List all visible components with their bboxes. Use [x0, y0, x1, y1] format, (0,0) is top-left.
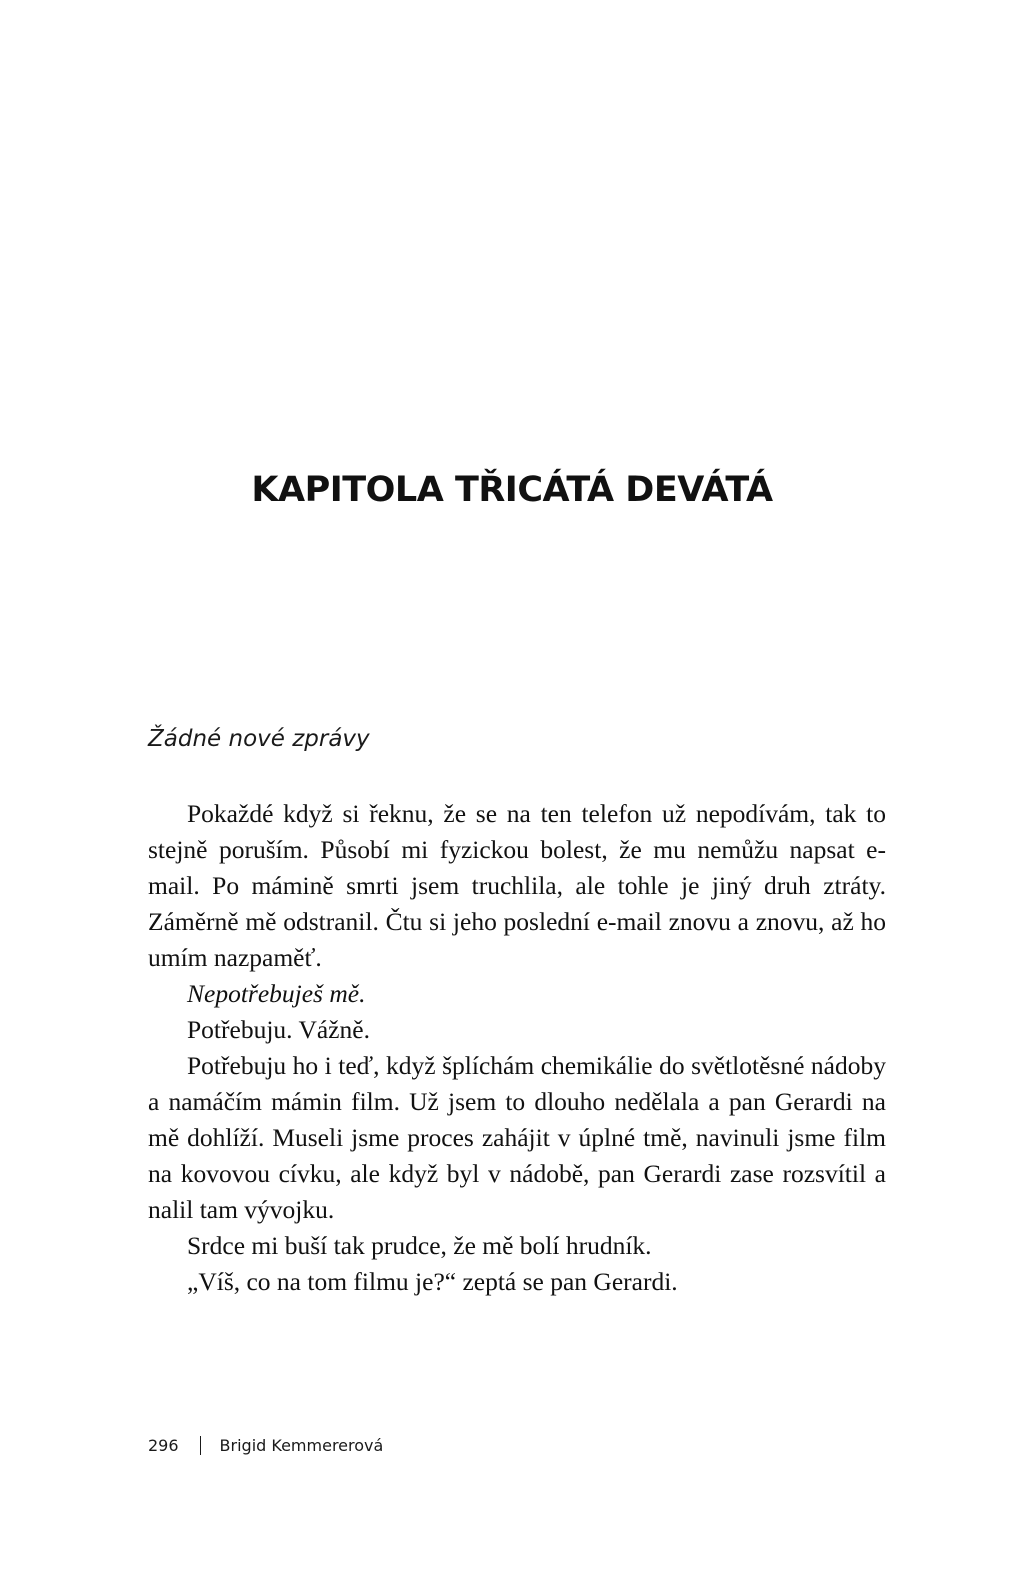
paragraph: Potřebuju. Vážně.	[187, 1015, 370, 1044]
paragraph: Pokaždé když si řeknu, že se na ten telefon už nepodívám, tak to stejně poruším. Působí mi fyzickou bolest, že mu nemůžu napsat e-mail. Po mámině smrti jsem truchlila, ale tohle je jiný druh ztráty. Záměrně mě odstranil. Čtu si jeho poslední e-mail znovu a znovu, až ho umím nazpaměť.	[148, 799, 886, 972]
paragraph: Potřebuju ho i teď, když šplíchám chemikálie do světlotěsné nádoby a namáčím mámin film. Už jsem to dlouho nedělala a pan Gerardi na mě dohlíží. Museli jsme proces zahájit v úplné tmě, navinuli jsme film na kovovou cívku, ale když byl v nádobě, pan Gerardi zase rozsvítil a nalil tam vývojku.	[148, 1051, 886, 1224]
footer-divider	[200, 1436, 201, 1455]
body-text	[148, 796, 886, 1300]
author-name: Brigid Kemmererová	[219, 1436, 384, 1455]
paragraph: „Víš, co na tom filmu je?“ zeptá se pan Gerardi.	[187, 1267, 678, 1296]
chapter-title: KAPITOLA TŘICÁTÁ DEVÁTÁ	[251, 470, 773, 510]
page-footer	[148, 1436, 383, 1455]
paragraph: Srdce mi buší tak prudce, že mě bolí hrudník.	[187, 1231, 652, 1260]
page-number: 296	[148, 1436, 179, 1455]
section-heading: Žádné nové zprávy	[148, 726, 370, 752]
paragraph-italic-quote: Nepotřebuješ mě.	[187, 979, 366, 1008]
